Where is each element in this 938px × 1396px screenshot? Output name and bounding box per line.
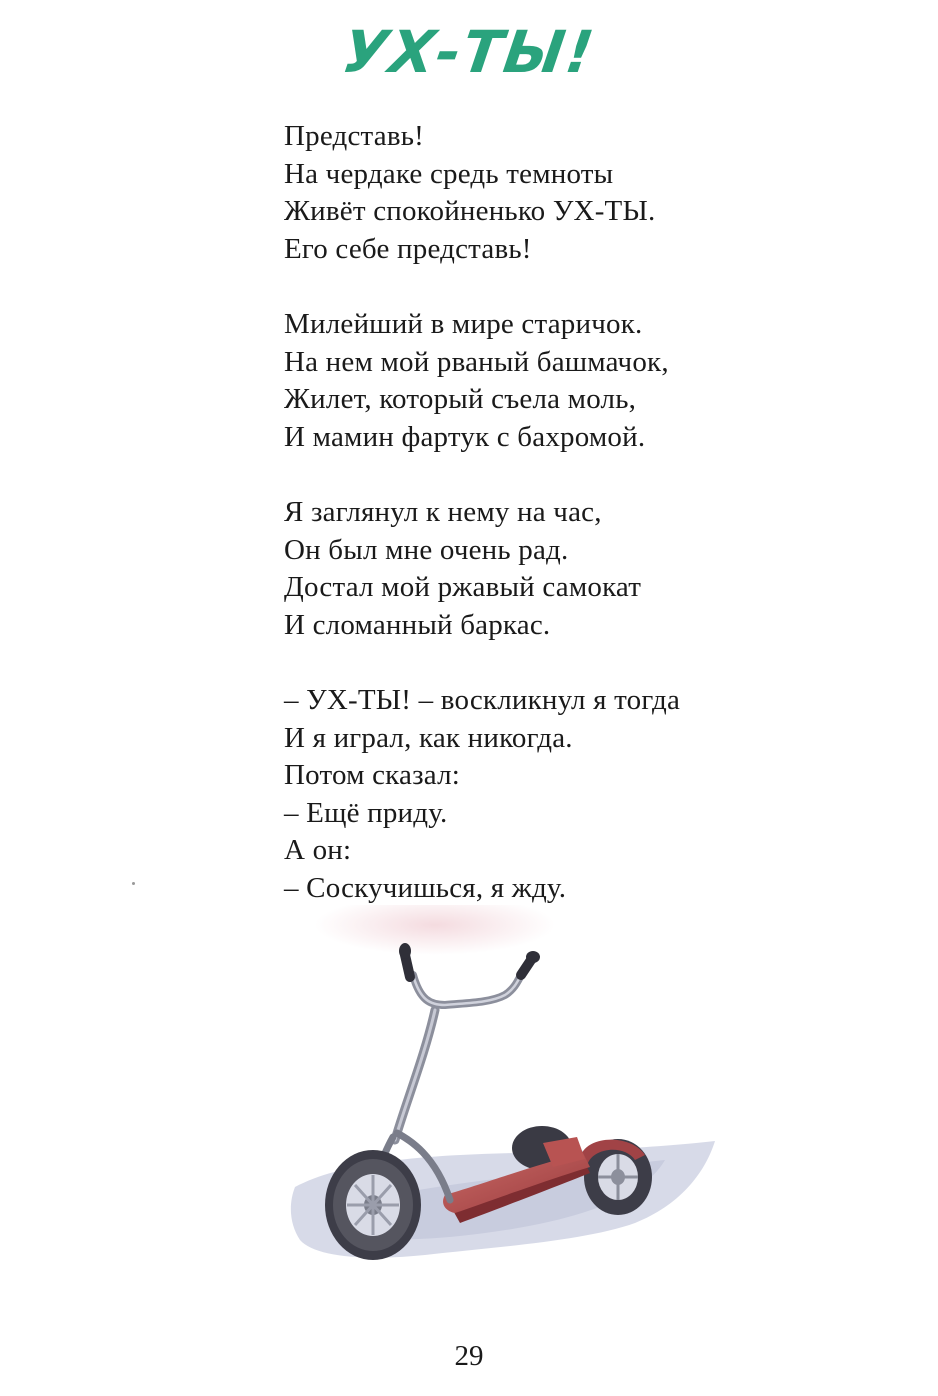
- poem-line: Милейший в мире старичок.: [284, 308, 643, 340]
- front-wheel: [325, 1150, 421, 1260]
- poem-line: Его себе представь!: [284, 232, 532, 265]
- poem-body: [284, 118, 804, 945]
- poem-line: Потом сказал:: [284, 759, 461, 791]
- poem-line: Жилет, который съела моль,: [284, 383, 637, 415]
- poem-line: – Соскучишься, я жду.: [284, 871, 567, 904]
- scooter-illustration: [285, 905, 725, 1305]
- stanza-1: [284, 118, 804, 268]
- right-grip: [521, 960, 531, 975]
- poem-line: А он:: [284, 834, 352, 866]
- poem-line: Достал мой ржавый самокат: [284, 571, 642, 603]
- poem-line: – УХ-ТЫ! – воскликнул я тогда: [284, 684, 681, 716]
- poem-line: И мамин фартук с бахромой.: [284, 420, 646, 453]
- page-number: 29: [454, 1340, 484, 1372]
- stanza-2: [284, 306, 804, 456]
- paper-speck: [132, 882, 135, 885]
- poem-line: И я играл, как никогда.: [284, 721, 573, 754]
- poem-line: Представь!: [284, 120, 425, 152]
- poem-line: Я заглянул к нему на час,: [284, 496, 602, 528]
- poem-line: И сломанный баркас.: [284, 608, 551, 641]
- stanza-4: [284, 682, 804, 907]
- poem-line: На нем мой рваный башмачок,: [284, 345, 669, 378]
- stanza-3: [284, 494, 804, 644]
- poem-title: УХ-ТЫ!: [338, 18, 600, 86]
- poem-line: Он был мне очень рад.: [284, 533, 569, 566]
- poem-line: На чердаке средь темноты: [284, 157, 614, 190]
- poem-line: Живёт спокойненько УХ-ТЫ.: [284, 195, 656, 227]
- poem-line: – Ещё приду.: [284, 796, 448, 829]
- background-glow: [315, 905, 555, 955]
